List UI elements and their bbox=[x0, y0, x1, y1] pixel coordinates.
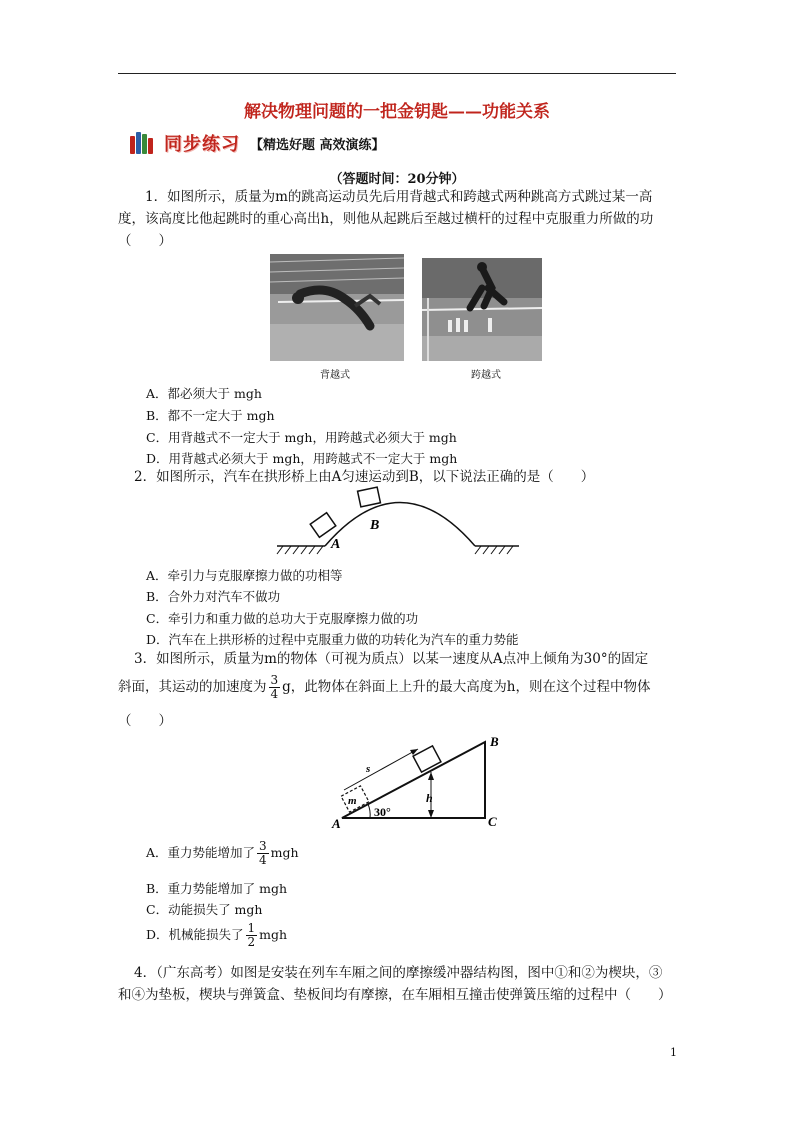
banner-label: 同步练习 bbox=[164, 134, 240, 155]
photo-scissors-jump bbox=[422, 258, 542, 361]
banner-subtitle: 【精选好题 高效演练】 bbox=[250, 137, 385, 153]
page-title: 解决物理问题的一把金钥匙——功能关系 bbox=[244, 102, 550, 122]
point-a-label: A bbox=[332, 816, 341, 830]
q2-option-d: D．汽车在上拱形桥的过程中克服重力做的功转化为汽车的重力势能 bbox=[146, 632, 519, 647]
mass-label: m bbox=[348, 795, 357, 807]
q2-option-b: B．合外力对汽车不做功 bbox=[146, 589, 281, 604]
distance-label: s bbox=[366, 763, 371, 775]
fraction-three-quarters: $\frac{3}{4}$ bbox=[270, 673, 279, 701]
q1-option-b: B．都不一定大于 mgh bbox=[146, 408, 275, 423]
arch-bridge-diagram bbox=[275, 484, 523, 562]
q3-line2-start: 斜面，其运动的加速度为 bbox=[118, 679, 267, 695]
height-label: h bbox=[426, 791, 433, 805]
label-a: A bbox=[331, 537, 341, 552]
question-3-line-2 bbox=[118, 672, 650, 702]
q3-option-d: D．机械能损失了 $\frac{1}{2}$ mgh bbox=[146, 921, 288, 949]
q1-option-d: D．用背越式必须大于 mgh，用跨越式不一定大于 mgh bbox=[146, 451, 458, 466]
q1-option-a: A．都必须大于 mgh bbox=[146, 386, 262, 401]
photo-back-roll-jump bbox=[270, 254, 404, 361]
q1-option-c: C．用背越式不一定大于 mgh，用跨越式必须大于 mgh bbox=[146, 430, 457, 445]
point-c-label: C bbox=[488, 814, 497, 829]
q2-option-a: A．牵引力与克服摩擦力做的功相等 bbox=[146, 568, 343, 583]
page-number: 1 bbox=[670, 1046, 677, 1059]
question-3-line-1: 3．如图所示，质量为m的物体（可视为质点）以某一速度从A点冲上倾角为30°的固定 bbox=[134, 651, 649, 667]
point-b-label: B bbox=[490, 734, 499, 749]
question-2-text: 2．如图所示，汽车在拱形桥上由A匀速运动到B，以下说法正确的是（ ） bbox=[134, 469, 595, 485]
header-rule bbox=[118, 73, 676, 74]
caption-scissors: 跨越式 bbox=[471, 370, 501, 381]
question-4-line-2: 和④为垫板，楔块与弹簧盒、垫板间均有摩擦，在车厢相互撞击使弹簧压缩的过程中（ ） bbox=[118, 987, 672, 1003]
time-note: （答题时间：20分钟） bbox=[329, 172, 465, 187]
q2-option-c: C．牵引力和重力做的总功大于克服摩擦力做的功 bbox=[146, 611, 419, 626]
fraction-one-half: $\frac{1}{2}$ bbox=[247, 921, 256, 949]
section-banner bbox=[130, 129, 385, 157]
fraction-three-quarters-a: $\frac{3}{4}$ bbox=[259, 839, 267, 867]
q3-option-b: B．重力势能增加了 mgh bbox=[146, 881, 288, 896]
caption-back-roll: 背越式 bbox=[320, 370, 350, 381]
q3-option-c: C．动能损失了 mgh bbox=[146, 902, 263, 917]
books-icon bbox=[130, 132, 156, 154]
incline-diagram bbox=[330, 732, 510, 830]
label-b: B bbox=[370, 518, 380, 533]
q3-line2-end: g，此物体在斜面上上升的最大高度为h，则在这个过程中物体 bbox=[282, 679, 651, 695]
q3-option-a: A．重力势能增加了 $\frac{3}{4}$ mgh bbox=[146, 839, 299, 867]
question-1-text: 1．如图所示，质量为m的跳高运动员先后用背越式和跨越式两种跳高方式跳过某一高度，该高度比他起跳时的重心高出h，则他从起跳后至越过横杆的过程中克服重力所做的功（ ） bbox=[118, 189, 654, 249]
question-4-line-1: 4．（广东高考）如图是安装在列车车厢之间的摩擦缓冲器结构图，图中①和②为楔块，③ bbox=[134, 965, 663, 981]
question-3-line-3: （ ） bbox=[118, 713, 172, 729]
angle-label: 30° bbox=[374, 805, 391, 819]
